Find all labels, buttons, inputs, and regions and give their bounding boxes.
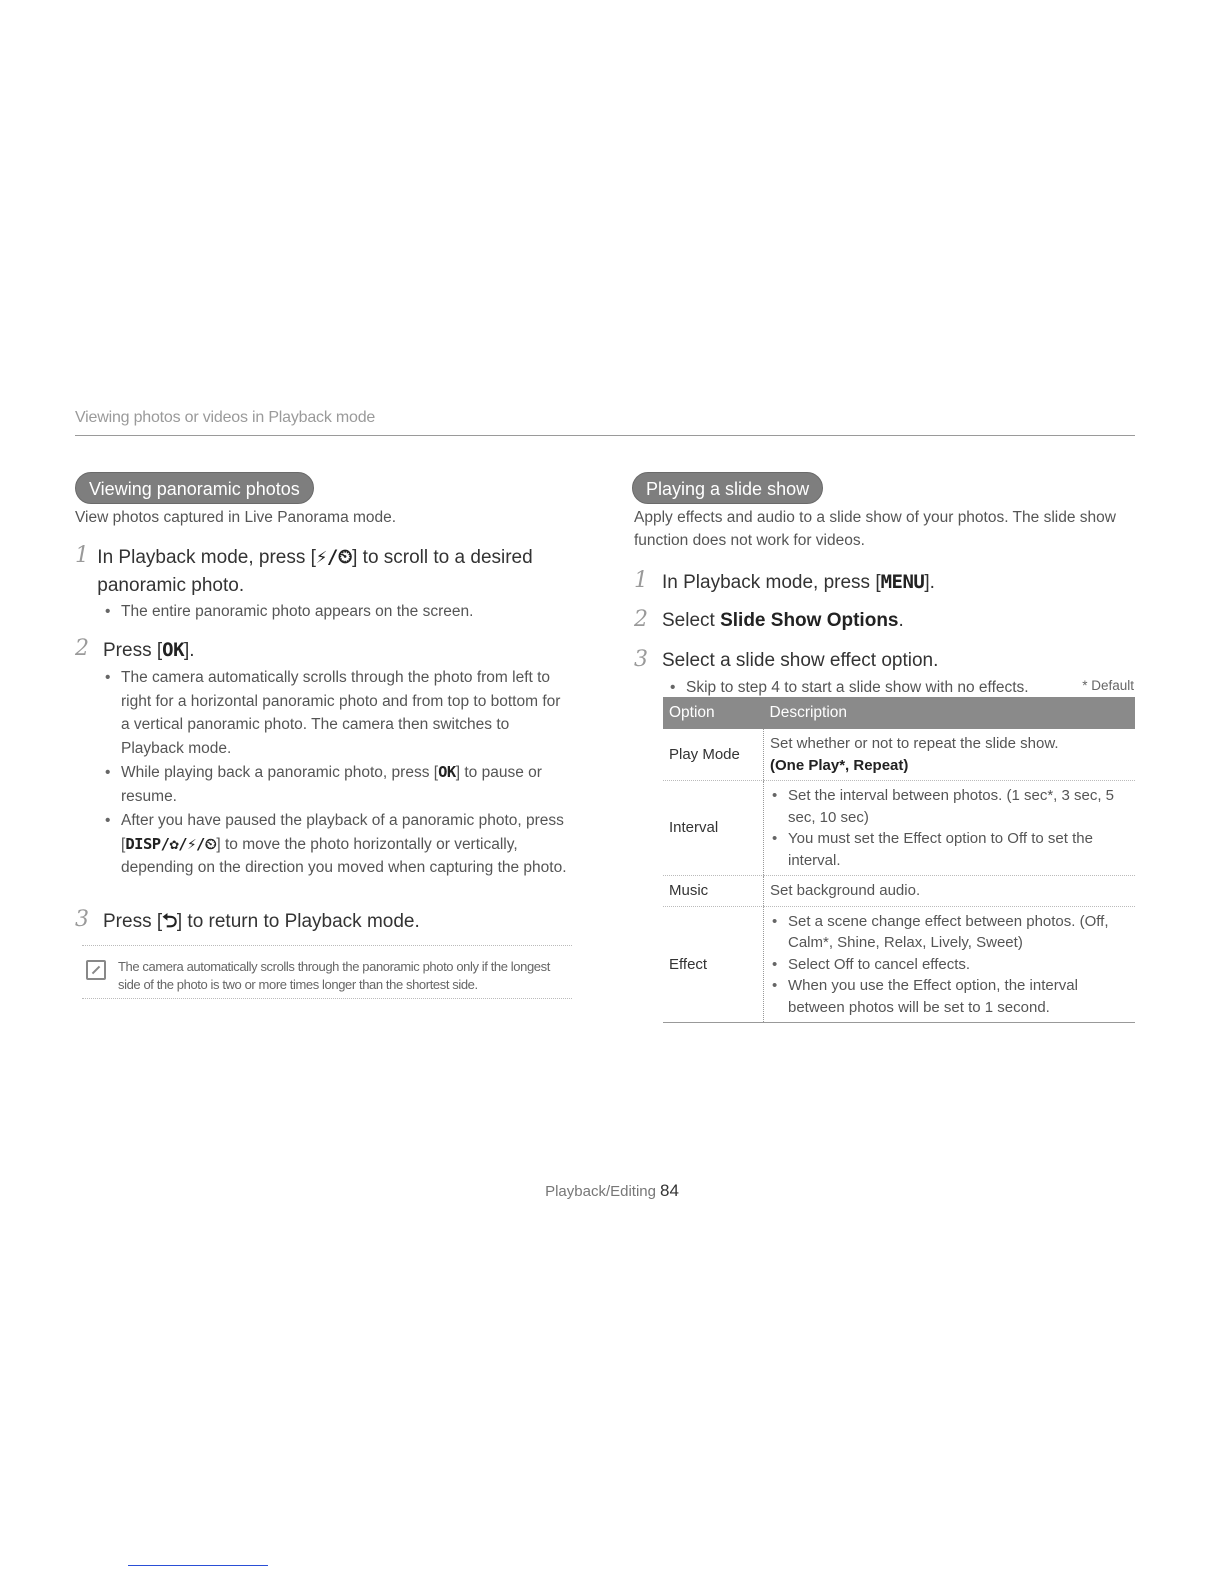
step-text: In Playback mode, press [MENU]. <box>662 571 935 593</box>
step-number: 1 <box>75 543 89 568</box>
step-number: 2 <box>75 636 89 661</box>
table-row <box>663 729 1135 781</box>
bullet: • While playing back a panoramic photo, press [OK] to pause or resume. <box>103 761 573 808</box>
left-step-2 <box>75 636 565 665</box>
table-header-row <box>663 697 1135 729</box>
left-step-1 <box>75 543 565 600</box>
ok-key: OK <box>162 639 185 661</box>
intro-panoramic: View photos captured in Live Panorama mode. <box>75 509 397 526</box>
step-number: 3 <box>75 907 89 932</box>
option-description: • Set a scene change effect between photos. (Off, Calm*, Shine, Relax, Lively, Sweet) • Select Off to cancel effects. • When you use the Effect option, the interval between photos will be set to 1 second. <box>764 906 1136 1023</box>
back-key: ⮌ <box>162 910 177 932</box>
note-box <box>82 945 572 999</box>
right-step-2 <box>634 607 1134 635</box>
page-number: 84 <box>659 1181 679 1200</box>
slide-show-options-table <box>663 697 1135 1023</box>
footer-section: Playback/Editing <box>545 1183 656 1200</box>
left-step-3 <box>75 907 565 936</box>
option-description: Set background audio. <box>764 876 1136 907</box>
flash-timer-key: ⚡/⏲ <box>315 546 353 568</box>
bullet: • The entire panoramic photo appears on the screen. <box>103 600 573 624</box>
step-text: Select a slide show effect option. <box>662 650 939 671</box>
slide-show-options-label: Slide Show Options <box>720 610 899 631</box>
section-title-slide-show: Playing a slide show <box>632 472 823 504</box>
header-section-title: Viewing photos or videos in Playback mode <box>75 409 376 426</box>
bottom-rule <box>128 1565 268 1566</box>
step-number: 3 <box>634 647 648 672</box>
column-header-option: Option <box>663 697 764 729</box>
bullet: • After you have paused the playback of a panoramic photo, press [DISP/✿/⚡/⏲] to move the photo horizontally or vertically, depending on the direction you moved when capturing the photo. <box>103 809 573 880</box>
menu-key: MENU <box>880 571 925 593</box>
step-text: Select Slide Show Options. <box>662 610 904 631</box>
step-text: In Playback mode, press [⚡/⏲] to scroll to a desired panoramic photo. <box>97 546 533 596</box>
table-row <box>663 906 1135 1023</box>
note-text: The camera automatically scrolls through the panoramic photo only if the longest side of the photo is two or more times longer than the shortest side. <box>118 959 550 992</box>
column-header-description: Description <box>764 697 1136 729</box>
step-number: 2 <box>634 607 648 632</box>
note-icon <box>86 960 106 980</box>
option-name: Interval <box>663 781 764 876</box>
left-step-2-bullets <box>103 666 573 881</box>
step-text: Press [OK]. <box>103 639 195 661</box>
section-title-panoramic: Viewing panoramic photos <box>75 472 314 504</box>
right-step-1 <box>634 568 1134 597</box>
disp-key: DISP/✿/⚡/⏲ <box>125 834 217 853</box>
left-step-1-bullets <box>103 600 573 625</box>
right-step-3 <box>634 647 1134 675</box>
option-name: Effect <box>663 906 764 1023</box>
option-name: Music <box>663 876 764 907</box>
bullet: • The camera automatically scrolls through the photo from left to right for a horizontal panoramic photo and from top to bottom for a vertical panoramic photo. The camera then switches to Playback mode. <box>103 666 573 760</box>
option-name: Play Mode <box>663 729 764 781</box>
table-row <box>663 876 1135 907</box>
default-note: * Default <box>1082 678 1134 693</box>
option-description: Set whether or not to repeat the slide show. (One Play*, Repeat) <box>764 729 1136 781</box>
bullet: • Skip to step 4 to start a slide show with no effects. <box>668 676 1128 700</box>
page-header <box>75 407 1135 436</box>
option-description: • Set the interval between photos. (1 sec*, 3 sec, 5 sec, 10 sec) • You must set the Effect option to Off to set the interval. <box>764 781 1136 876</box>
table-row <box>663 781 1135 876</box>
step-number: 1 <box>634 568 648 593</box>
intro-slide-show: Apply effects and audio to a slide show of your photos. The slide show function does not work for videos. <box>634 509 1116 549</box>
step-text: Press [⮌] to return to Playback mode. <box>103 910 420 932</box>
ok-key: OK <box>438 763 456 781</box>
page-footer <box>0 1181 1224 1201</box>
